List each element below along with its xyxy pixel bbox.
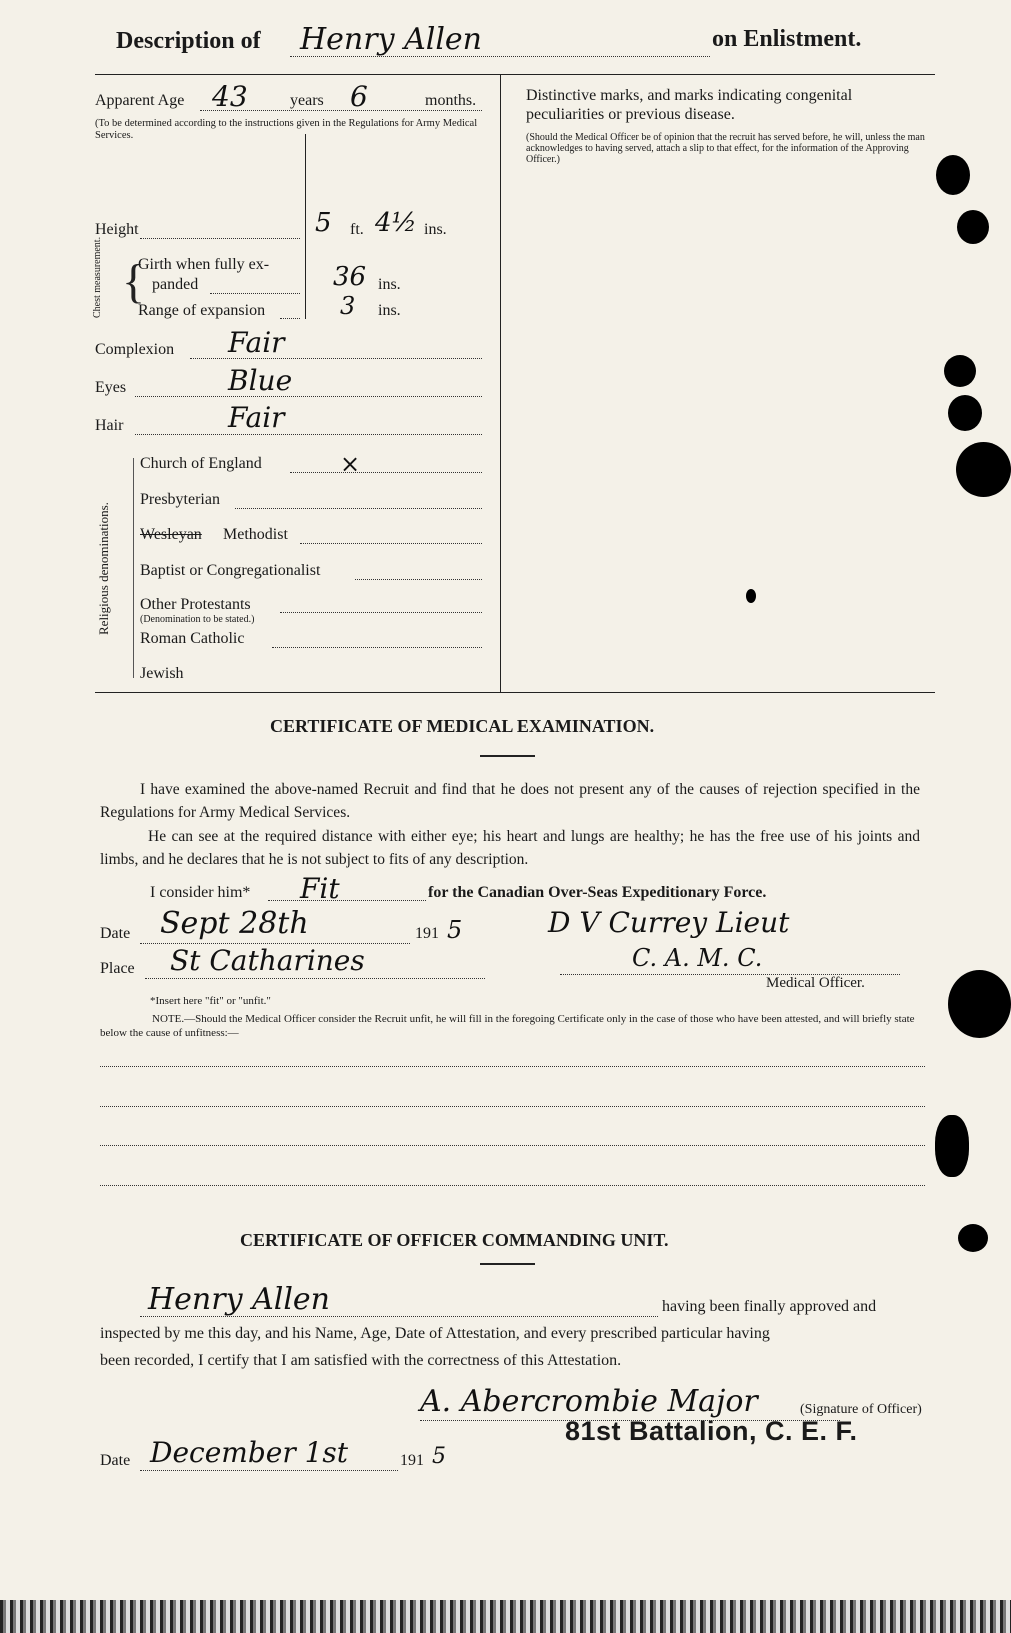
measure-divider (305, 134, 306, 319)
eyes-label: Eyes (95, 379, 127, 396)
commanding-date-line (140, 1470, 398, 1471)
medical-date-label: Date (100, 925, 131, 942)
commanding-name: Henry Allen (148, 1282, 330, 1317)
commanding-year-suffix: 5 (432, 1444, 446, 1469)
header-name-line (290, 56, 710, 57)
hair-value: Fair (228, 401, 285, 434)
religion-church-of-england: Church of England (140, 455, 262, 472)
other-line (280, 612, 482, 613)
consider-line (268, 900, 426, 901)
medical-para-1: I have examined the above-named Recruit and find that he does not present any of the causes of rejection specified in the Regulations for Army Medical Services. (100, 781, 920, 821)
eyes-value: Blue (228, 364, 293, 397)
range-label: Range of expansion (138, 302, 266, 319)
commanding-line-3: been recorded, I certify that I am satisfied with the correctness of this Attestation. (100, 1352, 622, 1369)
consider-value: Fit (300, 872, 340, 905)
punch-hole-7 (935, 1115, 969, 1177)
religion-side-label: Religious denominations. (96, 502, 111, 635)
hair-label: Hair (95, 417, 124, 434)
church-line (290, 472, 482, 473)
medical-place-value: St Catharines (170, 944, 365, 977)
chest-side-label: Chest measurement. (92, 236, 103, 318)
complexion-label: Complexion (95, 341, 175, 358)
punch-hole-5 (956, 442, 1011, 497)
religion-brace (133, 458, 134, 678)
signature-label: (Signature of Officer) (800, 1402, 922, 1417)
punch-hole-8 (958, 1224, 988, 1252)
medical-year-prefix: 191 (415, 925, 439, 942)
commanding-line-1: having been finally approved and (662, 1298, 877, 1315)
column-divider (500, 74, 501, 692)
hair-line (135, 434, 482, 435)
months-label: months. (425, 92, 477, 109)
complexion-value: Fair (228, 326, 285, 359)
complexion-line (190, 358, 482, 359)
commanding-line-2: inspected by me this day, and his Name, Age, Date of Attestation, and every prescribed particular having (100, 1325, 770, 1342)
height-line (140, 238, 300, 239)
ins-label: ins. (424, 221, 447, 238)
religion-methodist: Methodist (223, 526, 288, 543)
commanding-name-line (140, 1316, 658, 1317)
ink-spot-1 (746, 589, 756, 603)
commanding-title-rule (480, 1263, 535, 1265)
commanding-year-prefix: 191 (400, 1452, 424, 1469)
medical-year-suffix: 5 (447, 916, 463, 944)
unfit-note: NOTE.—Should the Medical Officer consider the Recruit unfit, he will fill in the foregoing Certificate only in the case of those who have been attested, and will briefly state below the cause of unfitness:— (100, 1013, 915, 1039)
officer-unit: C. A. M. C. (632, 944, 763, 972)
girth-label-1: Girth when fully ex- (138, 256, 270, 273)
header-prefix: Description of (116, 28, 261, 54)
religion-presbyterian: Presbyterian (140, 491, 220, 508)
medical-title: CERTIFICATE OF MEDICAL EXAMINATION. (270, 716, 655, 736)
punch-hole-6 (948, 970, 1011, 1038)
officer-signature: D V Currey Lieut (548, 906, 790, 939)
unfit-line-4 (100, 1185, 925, 1186)
presbyterian-line (235, 508, 482, 509)
religion-jewish: Jewish (140, 665, 184, 682)
punch-hole-3 (944, 355, 976, 387)
baptist-line (355, 579, 482, 580)
commanding-title: CERTIFICATE OF OFFICER COMMANDING UNIT. (240, 1230, 669, 1250)
catholic-line (272, 647, 482, 648)
commanding-signature: A. Abercrombie Major (420, 1384, 758, 1419)
ft-label: ft. (350, 221, 364, 238)
girth-line (210, 293, 300, 294)
unfit-line-1 (100, 1066, 925, 1067)
consider-label: I consider him* (150, 884, 251, 901)
recruit-name: Henry Allen (300, 22, 482, 57)
medical-date-value: Sept 28th (160, 906, 309, 941)
chest-brace: { (122, 255, 146, 308)
unfit-line-3 (100, 1145, 925, 1146)
age-years: 43 (212, 80, 248, 113)
header-suffix: on Enlistment. (712, 26, 862, 52)
religion-other-note: (Denomination to be stated.) (140, 614, 255, 625)
commanding-date-label: Date (100, 1452, 131, 1469)
punch-hole-4 (948, 395, 982, 431)
punch-hole-1 (936, 155, 970, 195)
force-label: for the Canadian Over-Seas Expeditionary Force. (428, 884, 767, 901)
distinctive-marks-note: (Should the Medical Officer be of opinion that the recruit has served before, he will, unless the man acknowledges to having served, attach a slip to that effect, for the information of the Approving Officer.) (526, 132, 925, 165)
age-months: 6 (350, 80, 368, 113)
medical-para-2: He can see at the required distance with either eye; his heart and lungs are healthy; he has the free use of his joints and limbs, and he declares that he is not subject to fits of any description. (100, 828, 920, 868)
header-rule (95, 74, 935, 75)
height-label: Height (95, 221, 139, 238)
medical-title-rule (480, 755, 535, 757)
section-rule (95, 692, 935, 693)
medical-officer-label: Medical Officer. (766, 975, 865, 991)
religion-roman-catholic: Roman Catholic (140, 630, 245, 647)
scan-edge (0, 1600, 1011, 1633)
medical-place-line (145, 978, 485, 979)
church-mark: × (340, 450, 361, 478)
girth-value: 36 (333, 262, 367, 292)
range-value: 3 (340, 292, 356, 320)
height-in: 4½ (375, 208, 417, 238)
commanding-date-value: December 1st (150, 1436, 349, 1469)
medical-place-label: Place (100, 960, 135, 977)
girth-unit: ins. (378, 276, 401, 293)
girth-label-2: panded (152, 276, 199, 293)
eyes-line (135, 396, 482, 397)
punch-hole-2 (957, 210, 989, 244)
unfit-line-2 (100, 1106, 925, 1107)
height-ft: 5 (315, 208, 332, 238)
apparent-age-label: Apparent Age (95, 92, 185, 109)
religion-wesleyan-struck: Wesleyan (140, 526, 202, 543)
insert-note: *Insert here "fit" or "unfit." (150, 995, 271, 1007)
methodist-line (300, 543, 482, 544)
religion-other-protestants: Other Protestants (140, 596, 251, 613)
battalion-stamp: 81st Battalion, C. E. F. (565, 1416, 858, 1446)
distinctive-marks-title: Distinctive marks, and marks indicating congenital peculiarities or previous disease. (526, 87, 853, 123)
age-note: (To be determined according to the instructions given in the Regulations for Army Medical Services. (95, 118, 478, 141)
range-line (280, 318, 300, 319)
range-unit: ins. (378, 302, 401, 319)
years-label: years (290, 92, 324, 109)
religion-baptist: Baptist or Congregationalist (140, 562, 321, 579)
